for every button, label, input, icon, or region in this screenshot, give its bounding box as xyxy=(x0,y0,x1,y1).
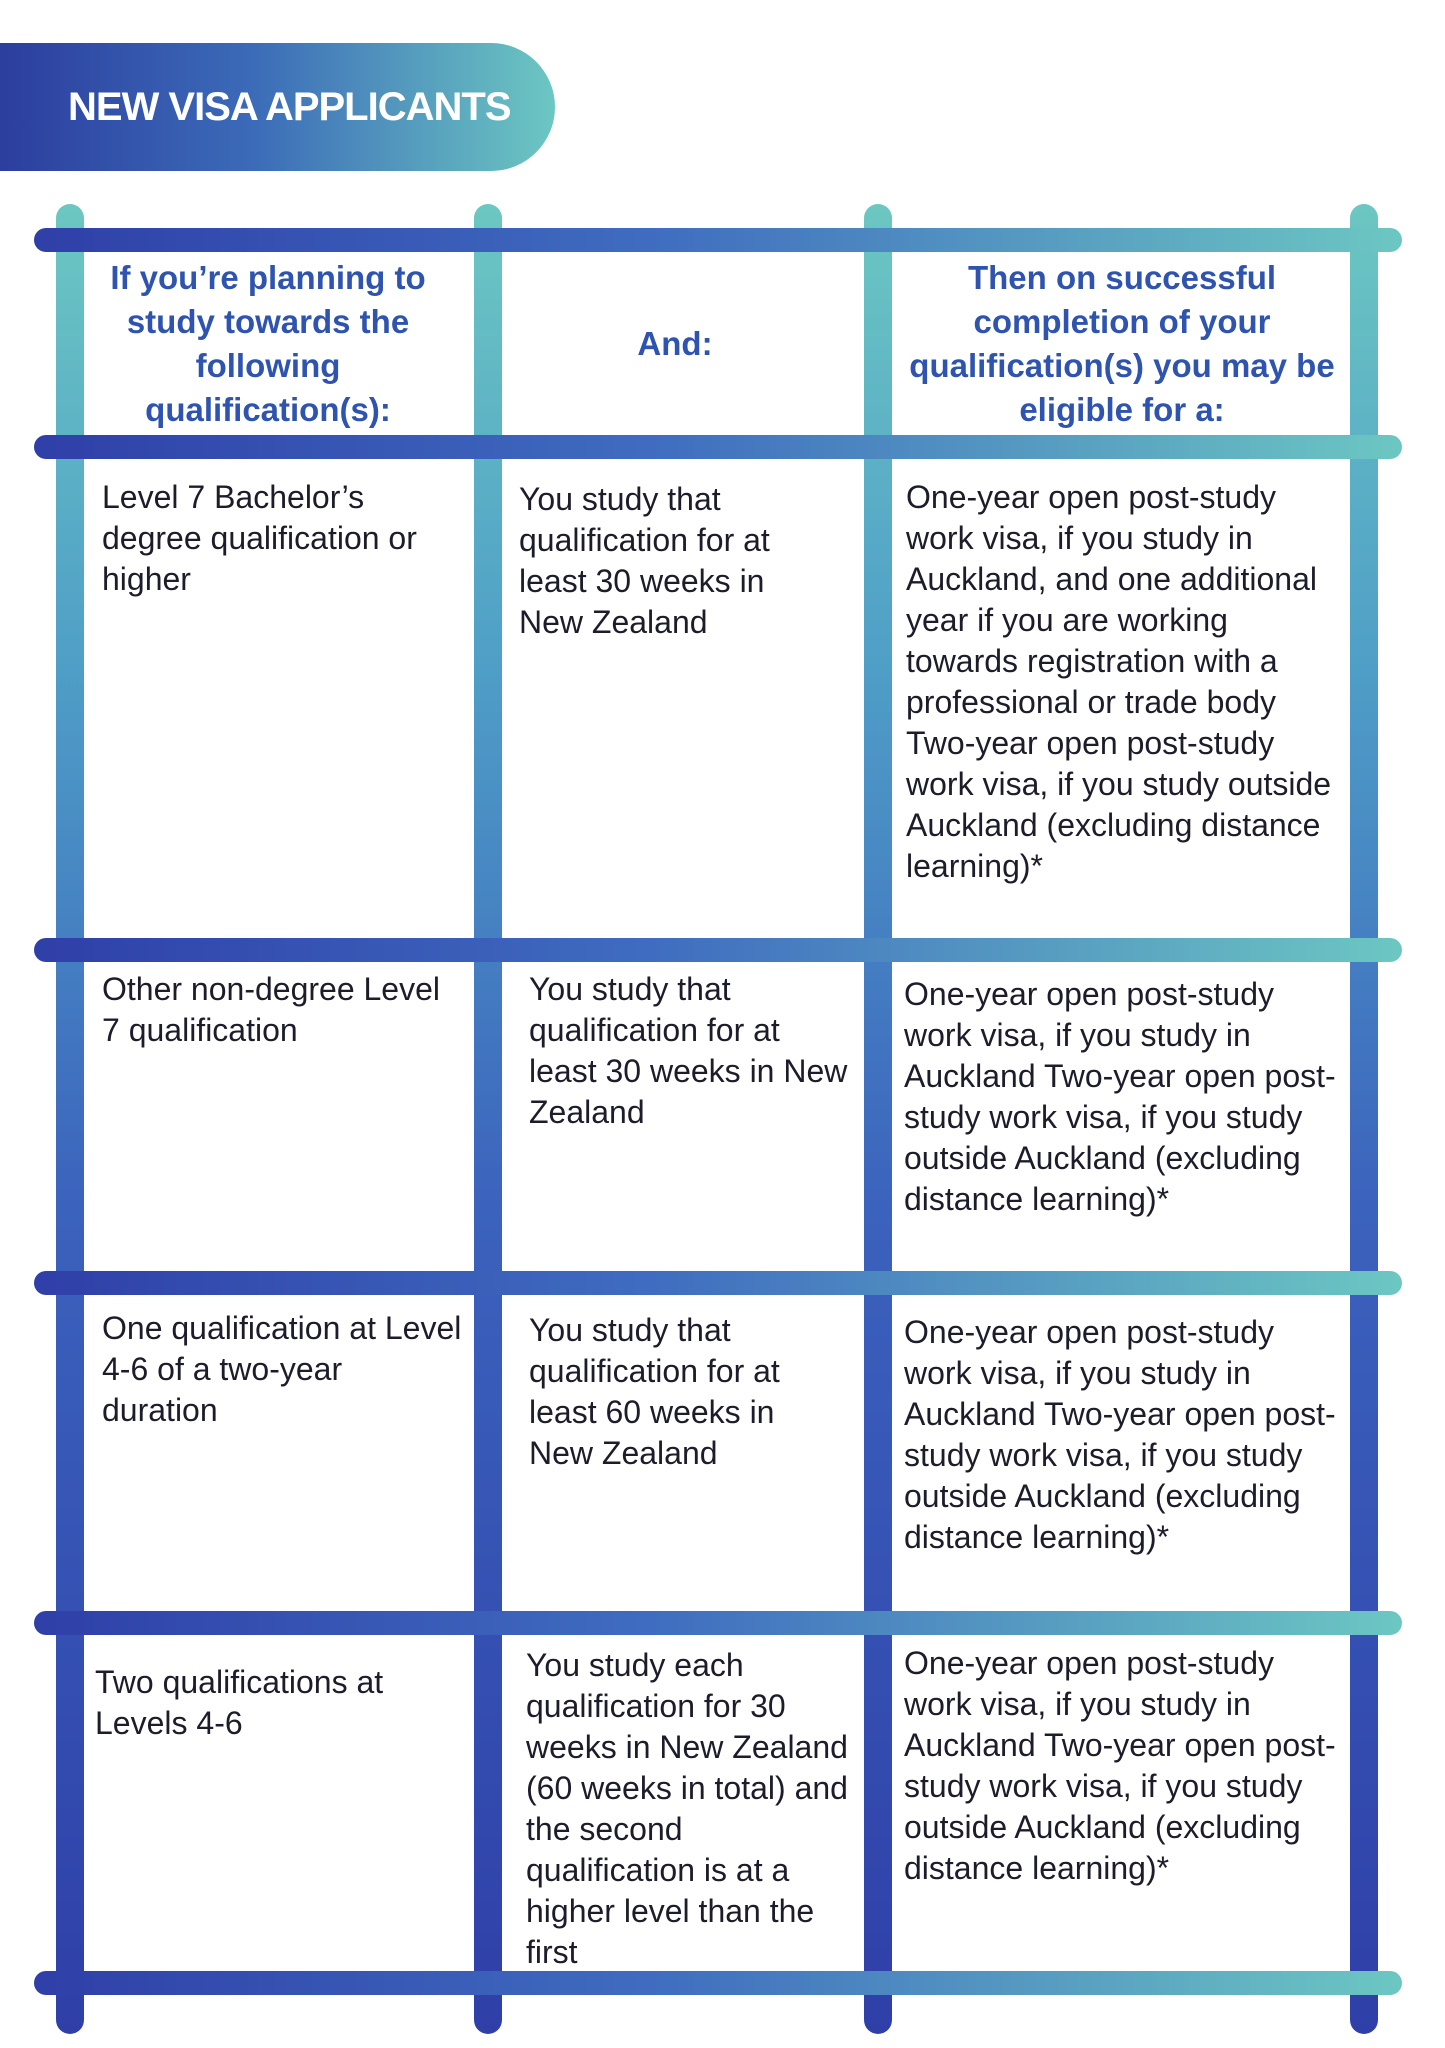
qualification-cell: Other non-degree Level 7 qualification xyxy=(102,971,440,1048)
grid-line-horizontal xyxy=(34,1611,1402,1635)
grid-line-horizontal xyxy=(34,938,1402,962)
condition-cell: You study that qualification for at least 60 weeks in New Zealand xyxy=(529,1312,780,1471)
grid-line-horizontal xyxy=(34,435,1402,459)
grid-line-vertical xyxy=(864,204,892,2034)
condition-cell: You study that qualification for at least 30 weeks in New Zealand xyxy=(529,971,848,1130)
eligibility-cell: One-year open post-study work visa, if you study in Auckland Two-year open post-study work visa, if you study outside Auckland (excluding distance learning)* xyxy=(904,1314,1336,1555)
column-header-qualification: If you’re planning to study towards the following qualification(s): xyxy=(110,258,426,428)
qualification-cell: Level 7 Bachelor’s degree qualification or higher xyxy=(102,479,417,597)
grid-line-vertical xyxy=(474,204,502,2034)
column-header-eligibility: Then on successful completion of your qualification(s) you may be eligible for a: xyxy=(909,258,1335,428)
grid-line-horizontal xyxy=(34,1271,1402,1295)
section-title: NEW VISA APPLICANTS xyxy=(68,85,511,129)
eligibility-cell: One-year open post-study work visa, if you study in Auckland Two-year open post-study work visa, if you study outside Auckland (excluding distance learning)* xyxy=(904,976,1336,1217)
eligibility-cell: One-year open post-study work visa, if you study in Auckland, and one additional year if you are working towards registration with a professional or trade body Two-year open post-study work visa, if you study outside Auckland (excluding distance learning)* xyxy=(906,479,1332,884)
section-banner xyxy=(0,43,555,171)
grid-line-horizontal xyxy=(34,1971,1402,1995)
condition-cell: You study each qualification for 30 weeks in New Zealand (60 weeks in total) and the second qualification is at a higher level than the first xyxy=(526,1647,848,1970)
grid-line-vertical xyxy=(1350,204,1378,2034)
qualification-cell: Two qualifications at Levels 4-6 xyxy=(95,1664,384,1741)
column-header-condition: And: xyxy=(637,324,713,362)
eligibility-cell: One-year open post-study work visa, if you study in Auckland Two-year open post-study work visa, if you study outside Auckland (excluding distance learning)* xyxy=(904,1645,1336,1886)
grid-line-vertical xyxy=(56,204,84,2034)
grid-line-horizontal xyxy=(34,228,1402,252)
qualification-cell: One qualification at Level 4-6 of a two-year duration xyxy=(102,1310,462,1428)
condition-cell: You study that qualification for at least 30 weeks in New Zealand xyxy=(519,481,770,640)
